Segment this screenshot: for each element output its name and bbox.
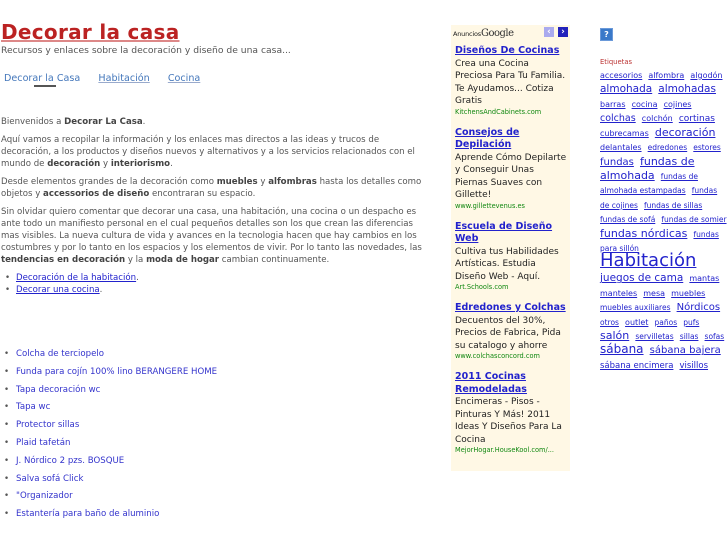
tag-link[interactable]: sábana bajera [649,345,721,357]
site-name-bold: Decorar La Casa [64,117,143,127]
bold-text: decoración [47,159,101,169]
ad-item[interactable] [451,371,570,455]
product-link[interactable]: Salva sofá Click [16,473,84,484]
tag-link[interactable]: visillos [679,360,709,371]
tag-link[interactable]: muebles auxiliares [600,303,671,313]
text: y [257,177,269,187]
tag-link[interactable]: decoración [654,125,716,139]
ad-title[interactable]: Diseños De Cocinas [455,45,560,56]
link-decorar-cocina[interactable]: Decorar una cocina [16,285,100,295]
ad-title[interactable]: Edredones y Colchas [455,302,566,313]
tag-link[interactable]: sábana [600,342,644,357]
tag-link[interactable]: fundas de sillas [644,200,703,210]
intro-paragraph-2 [1,134,431,170]
text: Bienvenidos a [1,117,65,127]
tag-link[interactable]: edredones [647,143,688,153]
list-item [0,366,217,384]
tag-link[interactable]: accesorios [600,71,643,80]
ad-item[interactable] [451,302,570,361]
text: . [170,159,173,169]
ad-url[interactable]: www.colchasconcord.com [455,352,540,360]
bold-text: muebles [216,177,258,187]
ads-label[interactable] [453,28,514,39]
text: Desde elementos grandes de la decoración como [1,177,217,187]
google-logo: Google [480,28,514,39]
ad-body: Encimeras - Pisos - Pinturas Y Más! 2011 Ideas Y Diseños Para La Cocina [455,397,562,445]
ad-item[interactable] [451,127,570,211]
tag-link[interactable]: delantales [600,143,642,153]
google-ads-panel [451,25,570,471]
tag-link[interactable]: muebles [671,288,706,298]
tag-link[interactable]: estores [693,143,721,153]
tag-link[interactable]: almohada [600,83,653,96]
tag-link[interactable]: colchón [641,114,673,124]
ad-item[interactable] [451,221,570,293]
list-item [0,401,217,419]
ads-header [451,25,570,45]
feature-links [1,272,431,296]
sidebar [600,28,727,371]
tag-link[interactable]: fundas de almohada [600,154,695,182]
tag-link[interactable]: Nórdicos [676,302,721,314]
bold-text: interiorismo [110,159,171,169]
help-icon[interactable]: ? [600,28,613,41]
site-title[interactable]: Decorar la casa [1,20,180,44]
ads-label-text: Anuncios [453,30,481,38]
list-item [1,272,431,284]
tag-link[interactable]: fundas de somier [661,215,727,225]
tag-link[interactable]: fundas de almohada estampadas [600,171,698,196]
list-item [0,490,217,508]
tags-title: Etiquetas [600,58,633,66]
ads-next-button[interactable]: › [558,27,568,37]
nav-active-indicator [34,85,56,87]
tag-link[interactable]: fundas [600,156,634,168]
ad-body: Crea una Cocina Preciosa Para Tu Familia. Te Ayudamos... Cotiza Gratis [455,58,566,106]
ad-body: Aprende Cómo Depilarte y Conseguir Unas Piernas Suaves con Gillette! [455,152,567,200]
nav-item-decorar-la-casa[interactable] [4,73,80,84]
ad-title[interactable]: Escuela de Diseño Web [455,220,553,244]
ad-url[interactable]: KitchensAndCabinets.com [455,107,542,116]
tag-link[interactable]: fundas de sofá [600,215,656,225]
intro-paragraph-4 [1,206,431,266]
tag-link[interactable]: servilletas [635,332,674,342]
tag-link[interactable]: colchas [600,113,636,125]
text: Sin olvidar quiero comentar que decorar una casa, una habitación, una cocina o un despacho es ante todo un manifiesto personal en el cual pequeños detalles son los que crean las diferencias mas visibles. La nueva cultura de vida y avances en la tecnologia hacen que hay cambios en los costumbres y por lo tanto en los espacios y los elementos de vivir. Por lo tanto las novedades, las [1,207,422,253]
tag-link[interactable]: paños [654,317,678,327]
ad-title[interactable]: Consejos de Depilación [455,126,520,150]
nav-item-cocina[interactable]: Cocina [167,73,201,84]
list-item [0,473,217,491]
intro-text [1,116,431,296]
ad-body: Decuentos del 30%, Precios de Fabrica, Pida su catalogo y ahorre [455,315,561,351]
tag-link[interactable]: barras [600,99,626,109]
site-tagline: Recursos y enlaces sobre la decoración y diseño de una casa... [1,45,291,56]
product-link[interactable]: Colcha de terciopelo [16,349,105,359]
tag-link[interactable]: alfombra [648,71,685,80]
text: y la [125,255,147,265]
text: cambian continuamente. [219,255,330,265]
text: . [142,117,146,127]
tag-cloud [600,66,727,371]
tag-link[interactable]: algodón [690,71,723,80]
text: encontraran su espacio. [149,189,256,199]
bold-text: tendencias en decoración [1,255,126,265]
tag-link[interactable]: cojines [663,99,692,109]
list-item [0,437,217,455]
text: . [136,273,139,283]
list-item [0,419,217,437]
tag-link[interactable]: cortinas [678,114,715,125]
ad-url[interactable]: Art.Schools.com [455,283,509,291]
tag-link[interactable]: outlet [625,317,649,327]
list-item [0,455,217,473]
text: Aquí vamos a recopilar la información y los enlaces mas directos a las ideas y trucos de decoración, a los productos y diseños nuevos y alternativos y a los servicios relacionados con el mundo de [1,135,415,169]
nav-item-habitacion[interactable]: Habitación [98,73,150,84]
bold-text: moda de hogar [146,255,220,265]
top-nav [4,73,215,84]
product-link[interactable]: Tapa decoración wc [16,384,101,395]
tag-link[interactable]: manteles [600,288,638,298]
intro-paragraph-3 [1,176,431,200]
product-link[interactable]: "Organizador [16,491,73,502]
product-link[interactable]: J. Nórdico 2 pzs. BOSQUE [16,455,125,466]
ads-prev-button[interactable]: ‹ [544,27,554,37]
list-item [0,384,217,402]
product-link[interactable]: Protector sillas [16,420,80,431]
tag-link[interactable]: cubrecamas [600,128,649,138]
tag-link[interactable]: almohadas [658,83,716,96]
tag-link[interactable]: cocina [631,99,658,109]
tag-link[interactable]: juegos de cama [600,272,684,285]
bold-text: alfombras [268,177,317,187]
tag-link[interactable]: fundas de cojines [600,186,718,210]
product-link[interactable]: Funda para cojín 100% lino BERANGERE HOME [16,366,218,377]
tag-link[interactable]: fundas para sillón [600,229,719,253]
ad-url[interactable]: MejorHogar.HouseKool.com/... [455,446,554,454]
tag-link[interactable]: salón [600,329,630,343]
tag-link[interactable]: sábana encimera [600,360,674,371]
tag-link[interactable]: mesa [643,288,666,298]
bold-text: accessorios de diseño [43,189,150,199]
ad-url[interactable]: www.gillettevenus.es [455,201,525,210]
ad-title[interactable]: 2011 Cocinas Remodeladas [455,371,527,395]
tag-link[interactable]: otros [600,317,619,327]
tag-link[interactable]: Habitación [600,250,697,272]
tag-link[interactable]: pufs [683,317,700,327]
list-item [0,348,217,366]
ad-item[interactable] [451,45,570,117]
text: . [99,285,103,295]
list-item [0,508,217,526]
product-link[interactable]: Plaid tafetán [16,437,71,448]
product-link[interactable]: Estantería para baño de aluminio [16,509,160,520]
tag-link[interactable]: mantas [689,274,720,284]
welcome-paragraph [1,116,431,128]
product-list [0,348,217,526]
tag-link[interactable]: sofas [704,332,725,342]
tag-link[interactable]: fundas nórdicas [600,226,688,240]
text: y [100,159,111,169]
list-item [1,284,431,296]
nav-label: Decorar la Casa [4,73,81,84]
product-link[interactable]: Tapa wc [16,402,51,413]
text: hasta los detalles como objetos y [1,177,422,199]
ad-body: Cultiva tus Habilidades Artísticas. Estudia Diseño Web - Aquí. [455,246,559,282]
tag-link[interactable]: sillas [679,332,699,342]
link-decoracion-habitacion[interactable]: Decoración de la habitación [16,273,137,283]
